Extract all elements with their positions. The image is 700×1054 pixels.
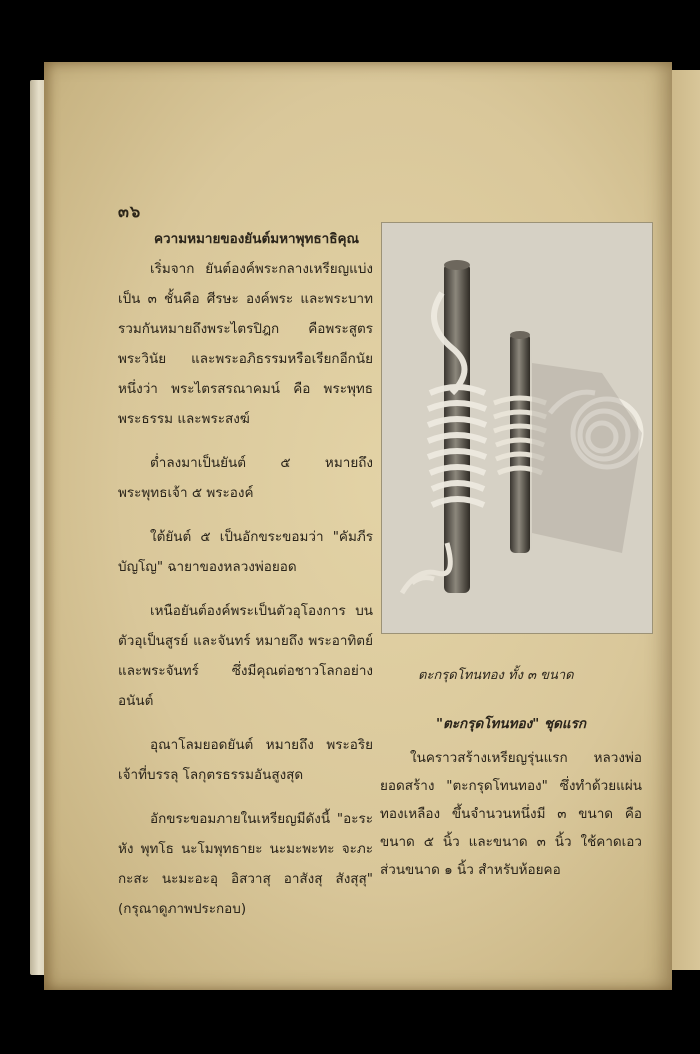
paragraph-3: ใต้ยันต์ ๕ เป็นอักขระขอมว่า "คัมภีร บัญโญ" ฉายาของหลวงพ่อยอด <box>118 529 373 575</box>
left-column <box>118 224 373 938</box>
paragraph-4: เหนือยันต์องค์พระเป็นตัวอุโองการ บนตัวอุเป็นสูรย์ และจันทร์ หมายถึง พระอาทิตย์และพระจันทร์ ซึ่งมีคุณต่อชาวโลกอย่างอนันต์ <box>118 603 373 709</box>
right-paragraph: ในคราวสร้างเหรียญรุ่นแรก หลวงพ่อยอดสร้าง "ตะกรุดโทนทอง" ซึ่งทำด้วยแผ่นทองเหลือง ขึ้นจำนวนหนึ่งมี ๓ ขนาด คือ ขนาด ๕ นิ้ว และขนาด ๓ นิ้ว ใช้คาดเอว ส่วนขนาด ๑ นิ้ว สำหรับห้อยคอ <box>380 750 642 878</box>
paragraph-1: เริ่มจาก ยันต์องค์พระกลางเหรียญแบ่งเป็น ๓ ชั้นคือ ศีรษะ องค์พระ และพระบาท รวมกันหมายถึงพระไตรปิฎก คือพระสูตร พระวินัย และพระอภิธรรมหรือเรียกอีกนัยหนึ่งว่า พระไตรสรณาคมน์ คือ พระพุทธ พระธรรม และพระสงฆ์ <box>118 261 373 427</box>
section-subheading: "ตะกรุดโทนทอง" ชุดแรก <box>435 716 586 732</box>
page-number: ๓๖ <box>118 202 142 221</box>
takrut-illustration <box>382 223 652 633</box>
takrut-photo <box>381 222 653 634</box>
figure-caption: ตะกรุดโทนทอง ทั้ง ๓ ขนาด <box>418 668 574 683</box>
section-heading: ความหมายของยันต์มหาพุทธาธิคุณ <box>154 231 360 247</box>
paragraph-6: อักขระขอมภายในเหรียญมีดังนี้ "อะระหัง พุทโธ นะโมพุทธายะ นะมะพะทะ จะภะกะสะ นะมะอะอุ อิสวาสุ อาสังสุ สังสุสุ" (กรุณาดูภาพประกอบ) <box>118 811 373 917</box>
right-column <box>380 710 642 884</box>
paragraph-2: ต่ำลงมาเป็นยันต์ ๕ หมายถึง พระพุทธเจ้า ๕ พระองค์ <box>118 455 373 501</box>
paragraph-5: อุณาโลมยอดยันต์ หมายถึง พระอริยเจ้าที่บรรลุ โลกุตรธรรมอันสูงสุด <box>118 737 373 783</box>
